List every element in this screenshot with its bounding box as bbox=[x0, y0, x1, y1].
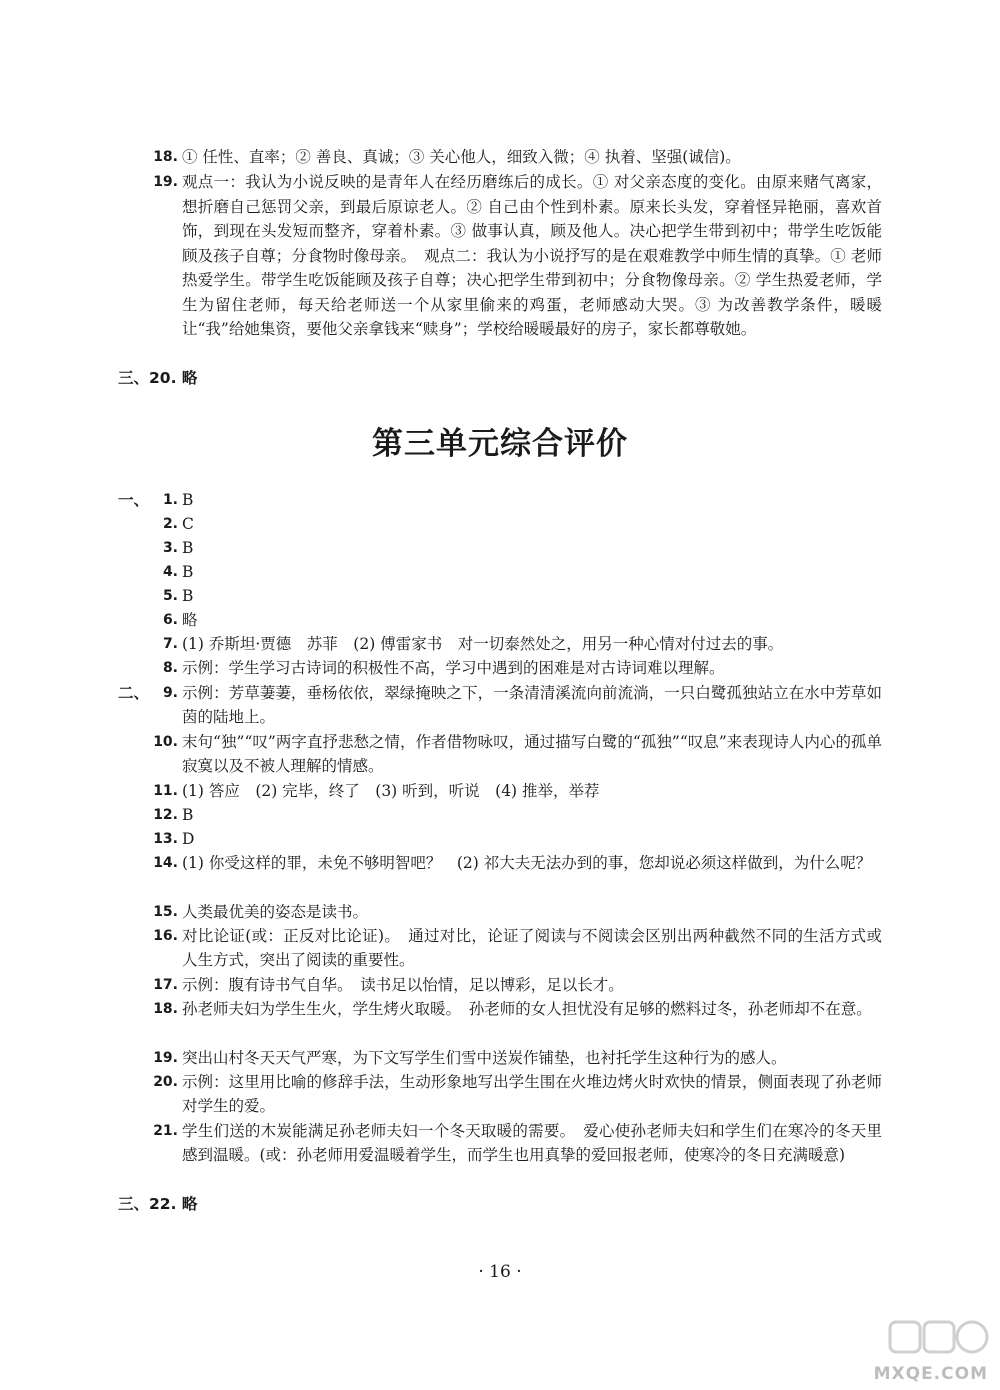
item-text: D bbox=[182, 830, 195, 848]
item-number: 19. bbox=[153, 1050, 178, 1066]
item-text: B bbox=[182, 539, 194, 557]
item-text: 观点一：我认为小说反映的是青年人在经历磨练后的成长。① 对父亲态度的变化。由原来赌气离家，想折磨自己惩罚父亲，到最后原谅老人。② 自己由个性到朴素。原来长头发，穿着怪异艳丽，喜欢首饰，到现在头发短而整齐，穿着朴素。③ 做事认真，顾及他人。决心把学生带到初中；带学生吃饭能顾及孩子自尊；分食物时像母亲。 观点二：我认为小说抒写的是在艰难教学中师生情的真挚。① 老师热爱学生。带学生吃饭能顾及孩子自尊；决心把学生带到初中；分食物像母亲。② 学生热爱老师，学生为留住老师，每天给老师送一个从家里偷来的鸡蛋，老师感动大哭。③ 为改善教学条件，暖暖让“我”给她集资，要他父亲拿钱来“赎身”；学校给暖暖最好的房子，家长都尊敬她。 bbox=[182, 173, 882, 338]
item-text: (1) 乔斯坦·贾德 苏菲 (2) 傅雷家书 对一切泰然处之，用另一种心情对付过去的事。 bbox=[182, 635, 784, 653]
page-title: 第三单元综合评价 bbox=[372, 426, 628, 462]
item-number: 17. bbox=[153, 977, 178, 993]
watermark-text: MXQE.COM bbox=[873, 1364, 988, 1384]
item-text: 示例：这里用比喻的修辞手法，生动形象地写出学生围在火堆边烤火时欢快的情景，侧面表现了孙老师对学生的爱。 bbox=[182, 1073, 882, 1115]
item-number: 6. bbox=[162, 612, 178, 628]
item-text: C bbox=[182, 515, 194, 533]
item-text: ① 任性、直率；② 善良、真诚；③ 关心他人，细致入微；④ 执着、坚强(诚信)。 bbox=[182, 148, 741, 166]
item-number: 1. bbox=[162, 492, 178, 508]
item-number: 21. bbox=[153, 1123, 178, 1139]
item-text: 略 bbox=[182, 611, 198, 629]
item-text: B bbox=[182, 806, 194, 824]
item-number: 5. bbox=[162, 588, 178, 604]
item-number: 11. bbox=[153, 783, 178, 799]
section-three-answer: 三、20. 略 bbox=[118, 369, 198, 387]
item-number: 7. bbox=[162, 636, 178, 652]
item-text: 学生们送的木炭能满足孙老师夫妇一个冬天取暖的需要。 爱心使孙老师夫妇和学生们在寒冷的冬天里感到温暖。(或：孙老师用爱温暖着学生，而学生也用真挚的爱回报老师，使寒冷的冬日充满暖意) bbox=[182, 1122, 882, 1164]
item-text: (1) 你受这样的罪，未免不够明智吧？ (2) 祁大夫无法办到的事，您却说必须这样做到，为什么呢？ bbox=[182, 854, 872, 872]
item-text: 孙老师夫妇为学生生火，学生烤火取暖。 孙老师的女人担忧没有足够的燃料过冬，孙老师却不在意。 bbox=[182, 1000, 872, 1018]
section-label-one: 一、 bbox=[118, 491, 150, 509]
item-number: 15. bbox=[153, 904, 178, 920]
item-text: 示例：芳草萋萋，垂杨依依，翠绿掩映之下，一条清清溪流向前流淌，一只白鹭孤独站立在水中芳草如茵的陆地上。 bbox=[182, 684, 882, 726]
item-number: 12. bbox=[153, 807, 178, 823]
section-three-answer: 三、22. 略 bbox=[118, 1195, 198, 1213]
item-number: 19. bbox=[153, 174, 178, 190]
item-number: 4. bbox=[162, 564, 178, 580]
item-number: 2. bbox=[162, 516, 178, 532]
item-number: 8. bbox=[162, 660, 178, 676]
item-number: 20. bbox=[153, 1074, 178, 1090]
item-number: 13. bbox=[153, 831, 178, 847]
item-number: 9. bbox=[162, 685, 178, 701]
item-text: 人类最优美的姿态是读书。 bbox=[182, 903, 369, 921]
page-number: · 16 · bbox=[478, 1262, 522, 1282]
item-number: 14. bbox=[153, 855, 178, 871]
item-number: 3. bbox=[162, 540, 178, 556]
item-text: 突出山村冬天天气严寒，为下文写学生们雪中送炭作铺垫，也衬托学生这种行为的感人。 bbox=[182, 1049, 787, 1067]
item-number: 10. bbox=[153, 734, 178, 750]
item-text: 示例：腹有诗书气自华。 读书足以怡情，足以博彩，足以长才。 bbox=[182, 976, 624, 994]
section-label-two: 二、 bbox=[118, 684, 150, 702]
item-text: B bbox=[182, 587, 194, 605]
item-number: 18. bbox=[153, 149, 178, 165]
item-text: 对比论证(或：正反对比论证)。 通过对比，论证了阅读与不阅读会区别出两种截然不同的生活方式或人生方式，突出了阅读的重要性。 bbox=[182, 927, 882, 969]
item-text: 示例：学生学习古诗词的积极性不高，学习中遇到的困难是对古诗词难以理解。 bbox=[182, 659, 725, 677]
item-number: 16. bbox=[153, 928, 178, 944]
item-text: B bbox=[182, 491, 194, 509]
item-text: B bbox=[182, 563, 194, 581]
item-number: 18. bbox=[153, 1001, 178, 1017]
item-text: 末句“独”“叹”两字直抒悲愁之情，作者借物咏叹，通过描写白鹭的“孤独”“叹息”来表现诗人内心的孤单寂寞以及不被人理解的情感。 bbox=[182, 733, 882, 775]
item-text: (1) 答应 (2) 完毕，终了 (3) 听到，听说 (4) 推举，举荐 bbox=[182, 782, 600, 800]
